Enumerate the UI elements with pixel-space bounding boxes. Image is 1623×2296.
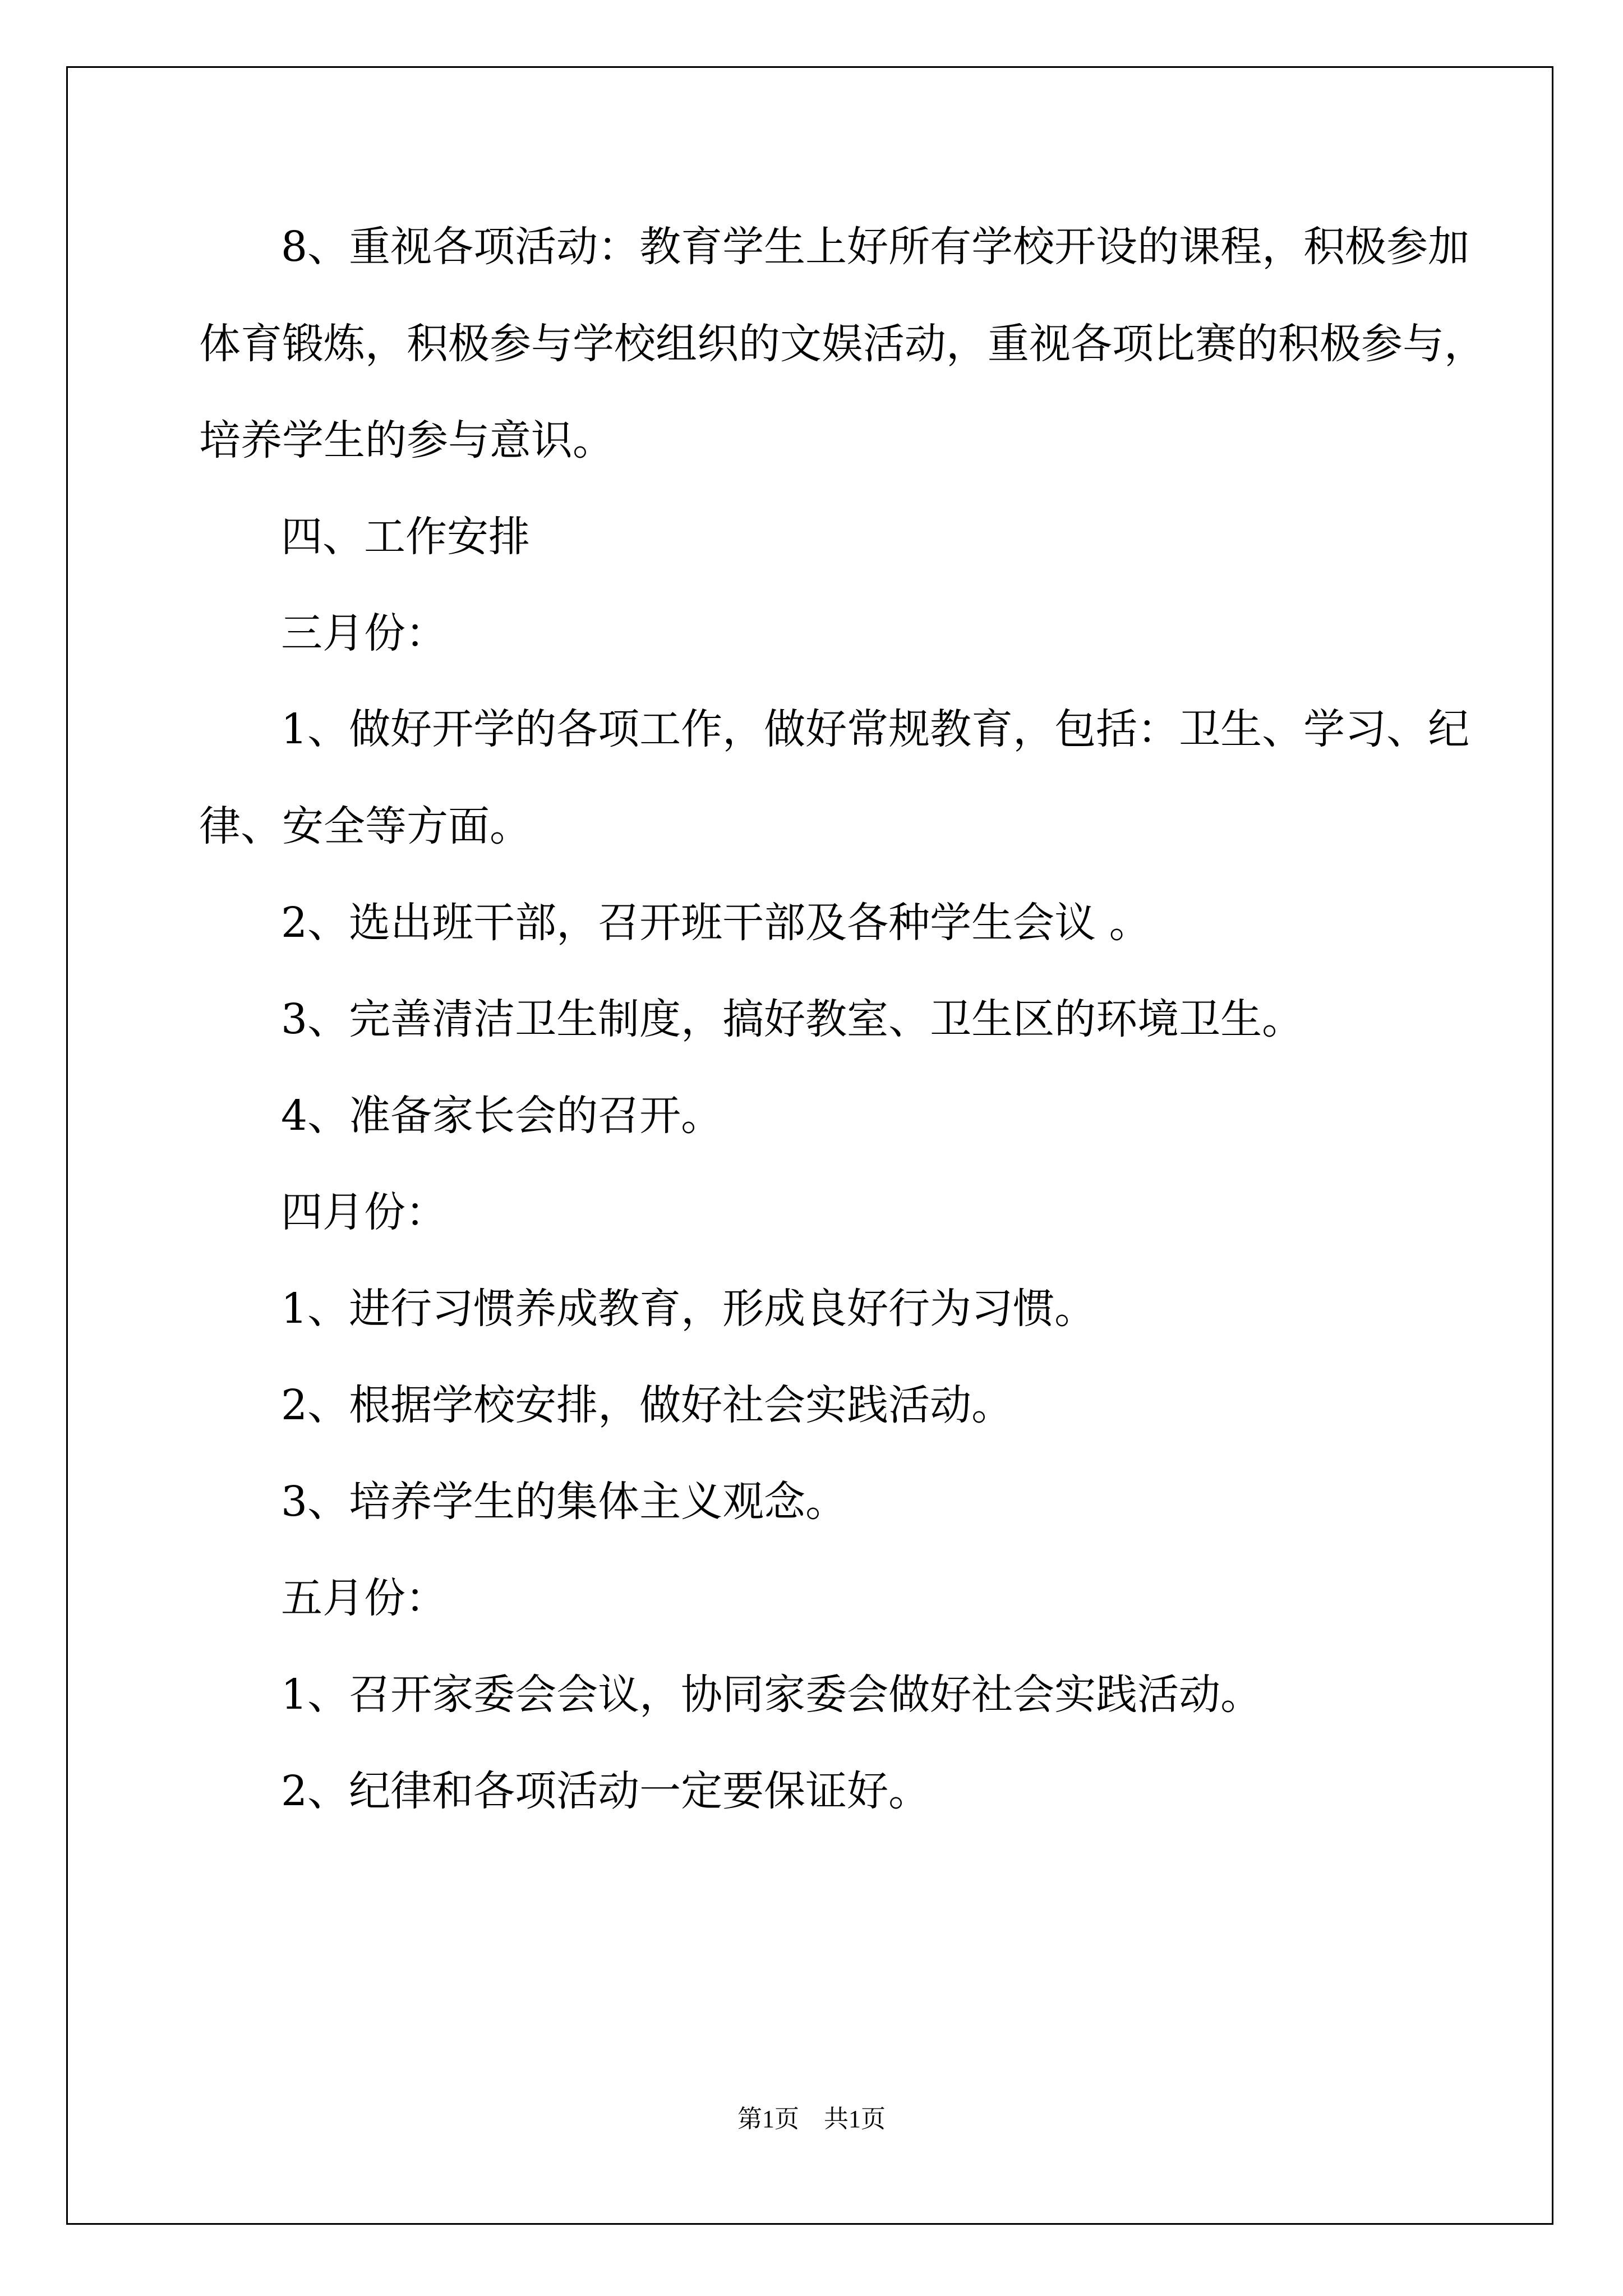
paragraph-line: 1、召开家委会会议，协同家委会做好社会实践活动。: [281, 1671, 1262, 1719]
paragraph-line: 培养学生的参与意识。: [199, 416, 614, 464]
paragraph-line: 8、重视各项活动：教育学生上好所有学校开设的课程，积极参加: [281, 223, 1470, 271]
paragraph-line: 体育锻炼，积极参与学校组织的文娱活动，重视各项比赛的积极参与，: [199, 320, 1486, 368]
paragraph-line: 2、根据学校安排，做好社会实践活动。: [281, 1381, 1013, 1429]
paragraph-line: 1、进行习惯养成教育，形成良好行为习惯。: [281, 1285, 1096, 1333]
section-heading: 四、工作安排: [281, 513, 530, 561]
paragraph-line: 3、完善清洁卫生制度，搞好教室、卫生区的环境卫生。: [281, 995, 1304, 1043]
paragraph-line: 律、安全等方面。: [199, 802, 531, 850]
month-heading: 四月份：: [281, 1188, 447, 1236]
paragraph-line: 2、纪律和各项活动一定要保证好。: [281, 1767, 930, 1815]
paragraph-line: 3、培养学生的集体主义观念。: [281, 1478, 847, 1526]
month-heading: 五月份：: [281, 1574, 447, 1622]
paragraph-line: 4、准备家长会的召开。: [281, 1092, 723, 1140]
paragraph-line: 2、选出班干部，召开班干部及各种学生会议 。: [281, 899, 1151, 947]
page-footer: 第1页 共1页: [737, 2105, 886, 2133]
month-heading: 三月份：: [281, 609, 447, 657]
page-border: [66, 66, 1553, 2225]
paragraph-line: 1、做好开学的各项工作，做好常规教育，包括：卫生、学习、纪: [281, 705, 1470, 753]
